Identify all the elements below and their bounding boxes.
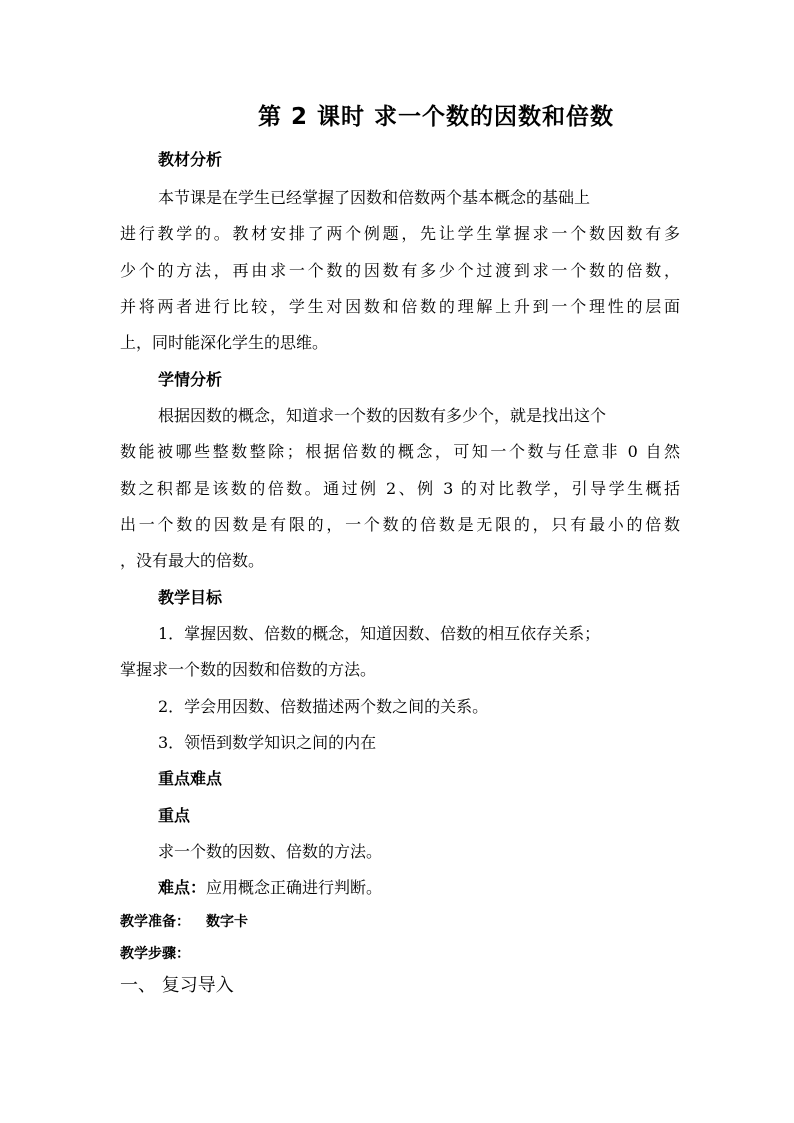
difficulty-line: [158, 878, 718, 898]
teaching-prep-value: 数字卡: [206, 914, 248, 930]
key-point-text: 求一个数的因数、倍数的方法。: [158, 842, 383, 861]
teaching-prep-line: [120, 912, 680, 932]
paragraph-line: 数能被哪些整数整除；根据倍数的概念，可知一个数与任意非 0 自然: [120, 442, 680, 461]
key-point-heading: 重点: [158, 806, 191, 825]
paragraph-line: ，没有最大的倍数。: [120, 551, 265, 570]
page-title: 第 2 课时 求一个数的因数和倍数: [257, 104, 615, 130]
difficulty-label: 难点：: [158, 878, 207, 897]
paragraph-line: 少个的方法，再由求一个数的因数有多少个过渡到求一个数的倍数，: [120, 261, 680, 280]
goal-item-continued: 掌握求一个数的因数和倍数的方法。: [120, 660, 377, 679]
section-heading-teaching-goals: 教学目标: [158, 588, 223, 607]
part-heading-review: 一、 复习导入: [120, 975, 234, 996]
paragraph-line: 数之积都是该数的倍数。通过例 2、例 3 的对比教学，引导学生概括: [120, 479, 680, 498]
teaching-steps-label: 教学步骤：: [120, 946, 190, 962]
section-heading-key-points: 重点难点: [158, 769, 223, 788]
section-heading-textbook-analysis: 教材分析: [158, 150, 223, 169]
paragraph-line: 根据因数的概念，知道求一个数的因数有多少个，就是找出这个: [158, 406, 607, 425]
paragraph-line: 出一个数的因数是有限的，一个数的倍数是无限的，只有最小的倍数: [120, 515, 680, 534]
teaching-prep-label: 教学准备：: [120, 914, 190, 930]
difficulty-text: 应用概念正确进行判断。: [206, 878, 383, 897]
goal-item: 2．学会用因数、倍数描述两个数之间的关系。: [158, 697, 489, 716]
paragraph-line: 上，同时能深化学生的思维。: [120, 333, 329, 352]
goal-item: 1．掌握因数、倍数的概念，知道因数、倍数的相互依存关系；: [158, 624, 601, 643]
goal-item: 3．领悟到数学知识之间的内在: [158, 733, 377, 752]
section-heading-student-analysis: 学情分析: [158, 370, 223, 389]
paragraph-line: 并将两者进行比较，学生对因数和倍数的理解上升到一个理性的层面: [120, 297, 680, 316]
paragraph-line: 本节课是在学生已经掌握了因数和倍数两个基本概念的基础上: [158, 188, 591, 207]
paragraph-line: 进行教学的。教材安排了两个例题，先让学生掌握求一个数因数有多: [120, 224, 680, 243]
